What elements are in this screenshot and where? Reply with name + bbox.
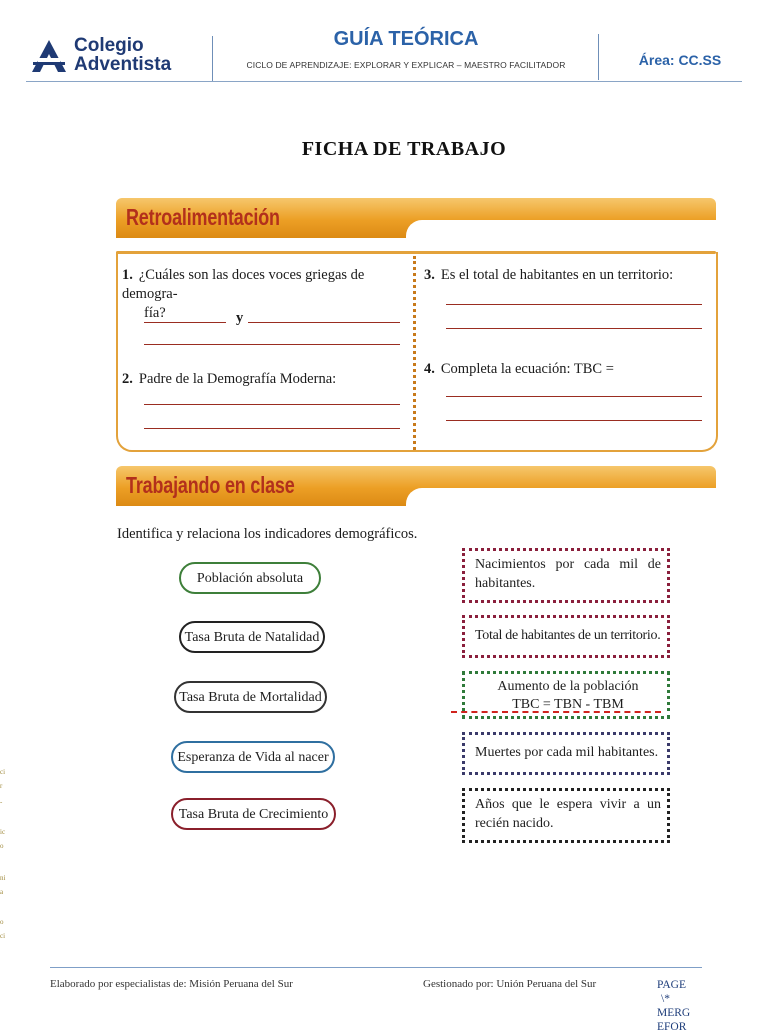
question-4-text: Completa la ecuación: TBC = <box>440 361 614 377</box>
question-2 <box>122 370 336 389</box>
definition-text: Muertes por cada mil habitantes. <box>475 745 659 760</box>
answer-line[interactable] <box>446 420 702 421</box>
footer-manager: Gestionado por: Unión Peruana del Sur <box>423 978 597 990</box>
answer-line[interactable] <box>446 304 702 305</box>
margin-fragment: o <box>0 842 4 850</box>
page-field-line: EFOR <box>657 1021 687 1033</box>
trabajando-title: Trabajando en clase <box>126 472 295 498</box>
question-number: 3. <box>424 267 435 283</box>
answer-line[interactable] <box>144 322 226 323</box>
answer-line[interactable] <box>144 428 400 429</box>
header-divider <box>212 36 213 82</box>
connector-y: y <box>236 310 244 326</box>
retro-title: Retroalimentación <box>126 204 280 230</box>
answer-line[interactable] <box>248 322 400 323</box>
margin-fragment: ic <box>0 828 6 836</box>
margin-fragment: a <box>0 888 4 896</box>
question-number: 2. <box>122 371 133 387</box>
definition-box-4[interactable] <box>462 732 670 775</box>
definition-box-1[interactable] <box>462 548 670 603</box>
margin-fragment: ni <box>0 874 6 882</box>
page-field-line: PAGE <box>657 979 686 991</box>
question-1 <box>122 266 412 323</box>
answer-line[interactable] <box>144 344 400 345</box>
question-number: 1. <box>122 267 133 283</box>
margin-fragment: ci <box>0 768 6 776</box>
margin-fragment: r <box>0 782 3 790</box>
indicator-pill-2[interactable]: Tasa Bruta de Natalidad <box>179 621 325 653</box>
definition-text: Nacimientos por cada mil de <box>475 557 661 572</box>
indicator-pill-4[interactable]: Esperanza de Vida al nacer <box>171 741 335 773</box>
definition-box-2[interactable] <box>462 615 670 658</box>
answer-line[interactable] <box>446 328 702 329</box>
answer-line[interactable] <box>446 396 702 397</box>
definition-text: Total de habitantes de un territorio. <box>475 628 661 643</box>
equation-text: TBC = TBN - TBM <box>512 697 624 712</box>
definition-text: Aumento de la población <box>497 679 639 694</box>
school-logo <box>30 36 210 80</box>
question-3-text: Es el total de habitantes en un territorio: <box>440 267 674 283</box>
question-4 <box>424 360 614 379</box>
question-3 <box>424 266 673 285</box>
logo-line-2: Adventista <box>74 54 172 75</box>
page-field-line: \* <box>661 993 670 1005</box>
question-1-text-2: fía? <box>144 305 166 321</box>
retro-banner <box>116 198 716 244</box>
header-divider <box>598 34 599 80</box>
definition-text: Años que le espera vivir a un <box>475 797 661 812</box>
indicator-pill-5[interactable]: Tasa Bruta de Crecimiento <box>171 798 336 830</box>
margin-fragment: o <box>0 918 4 926</box>
indicator-pill-3[interactable]: Tasa Bruta de Mortalidad <box>174 681 327 713</box>
logo-line-1: Colegio <box>74 35 144 56</box>
match-line <box>451 711 661 713</box>
instruction-text: Identifica y relaciona los indicadores demográficos. <box>117 526 418 542</box>
trabajando-banner <box>116 466 716 512</box>
margin-fragment: ci <box>0 932 6 940</box>
page-field-code <box>657 978 697 1034</box>
logo-a-icon <box>30 38 68 74</box>
margin-fragment: - <box>0 798 3 806</box>
definition-text: habitantes. <box>475 576 536 591</box>
page-title: FICHA DE TRABAJO <box>301 138 507 160</box>
question-number: 4. <box>424 361 435 377</box>
header-rule <box>26 81 742 82</box>
guide-title: GUÍA TEÓRICA <box>333 28 479 50</box>
footer-rule <box>50 967 702 968</box>
definition-text: recién nacido. <box>475 816 554 831</box>
guide-subtitle: CICLO DE APRENDIZAJE: EXPLORAR Y EXPLICAR – MAESTRO FACILITADOR <box>246 60 566 70</box>
page-field-line: MERG <box>657 1007 691 1019</box>
retro-divider <box>413 256 416 450</box>
question-1-text: ¿Cuáles son las doces voces griegas de demogra- <box>122 267 365 302</box>
definition-box-5[interactable] <box>462 788 670 843</box>
area-label: Área: CC.SS <box>638 52 722 68</box>
indicator-pill-1[interactable]: Población absoluta <box>179 562 321 594</box>
footer-author: Elaborado por especialistas de: Misión Peruana del Sur <box>50 978 293 990</box>
answer-line[interactable] <box>144 404 400 405</box>
question-2-text: Padre de la Demografía Moderna: <box>138 371 337 387</box>
